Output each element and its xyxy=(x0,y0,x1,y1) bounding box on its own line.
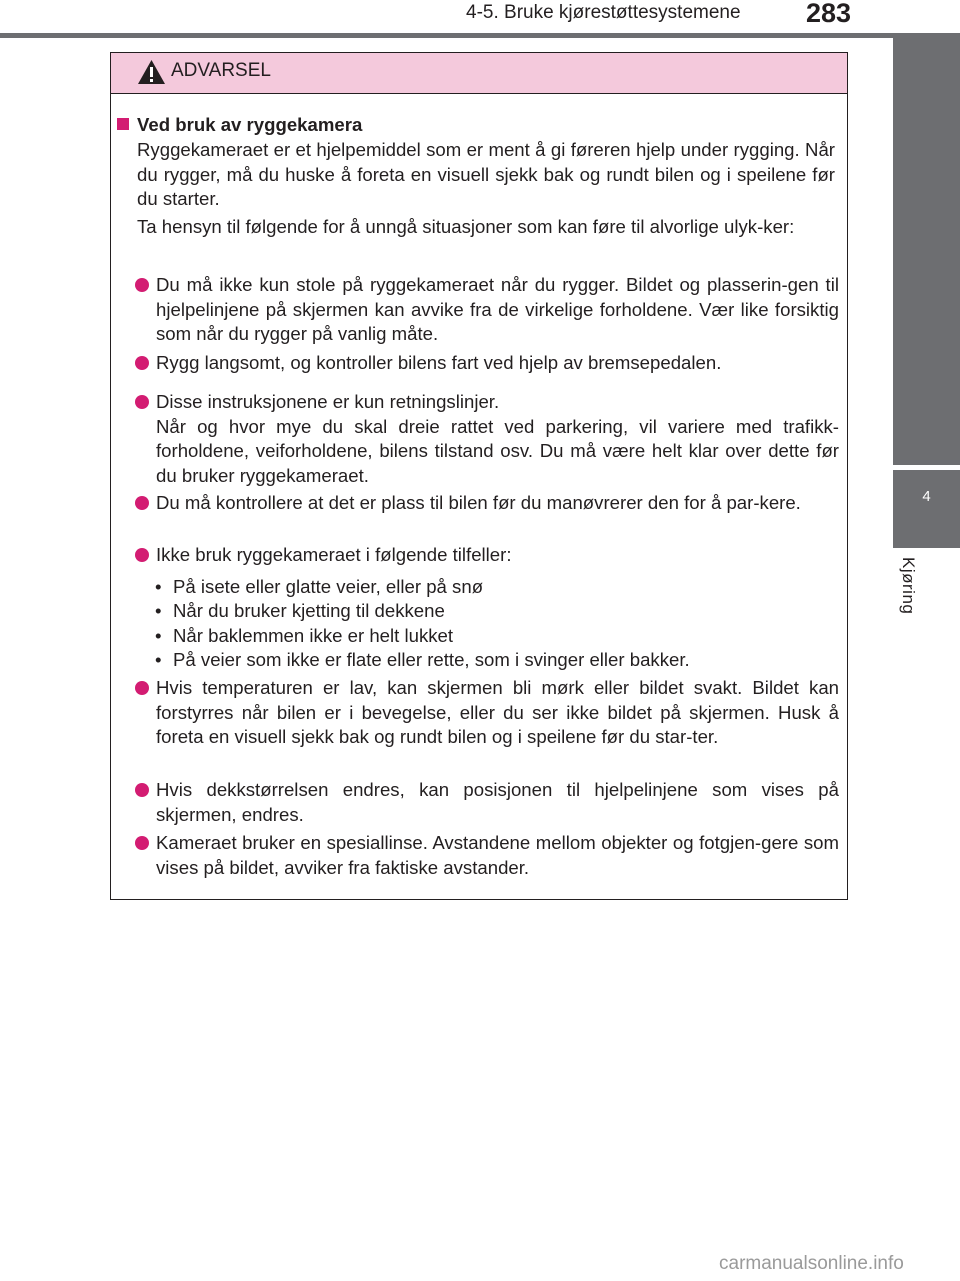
sub-list-item-text: Når baklemmen ikke er helt lukket xyxy=(173,625,454,646)
intro-paragraph-1: Ryggekameraet er et hjelpemiddel som er ment å gi føreren hjelp under rygging. Når du rygger, må du huske å foreta en visuell sjekk bak og rundt bilen og i speilene før du starter. xyxy=(137,139,835,210)
bullet-dot-icon xyxy=(135,681,149,695)
bullet-dot-icon xyxy=(135,356,149,370)
list-item-text: Du må ikke kun stole på ryggekameraet når du rygger. Bildet og plasserin-gen til hjelpelinjene på skjermen kan avvike fra de virkelige forholdene. Vær like forsiktig som når du rygger på vanlig måte. xyxy=(156,274,839,345)
warning-box xyxy=(110,52,848,900)
sub-list-item-text: På veier som ikke er flate eller rette, som i svinger eller bakker. xyxy=(173,649,690,670)
bullet-dot-icon xyxy=(135,548,149,562)
bullet-dot-icon xyxy=(135,496,149,510)
section-heading xyxy=(117,113,362,138)
warning-header xyxy=(111,53,847,94)
list-item-text: Ikke bruk ryggekameraet i følgende tilfeller: xyxy=(156,544,512,565)
section-title: 4-5. Bruke kjørestøttesystemene xyxy=(466,2,741,23)
sub-bullet-mark: • xyxy=(155,576,162,597)
section-heading-text: Ved bruk av ryggekamera xyxy=(137,114,363,135)
bullet-dot-icon xyxy=(135,836,149,850)
square-bullet-icon xyxy=(117,118,129,130)
list-item-continuation: Når og hvor mye du skal dreie rattet ved parkering, vil variere med trafikk-forholdene, veiforholdene, bilens tilstand osv. Du må være helt klar over dette før du bruker ryggekameraet. xyxy=(156,415,839,486)
list-item-text: Rygg langsomt, og kontroller bilens fart ved hjelp av bremsepedalen. xyxy=(156,352,722,373)
list-item-text: Disse instruksjonene er kun retningslinjer. xyxy=(156,391,500,412)
watermark: carmanualsonline.info xyxy=(719,1253,904,1274)
header-rule xyxy=(0,33,960,38)
warning-triangle-icon xyxy=(137,59,166,85)
bullet-dot-icon xyxy=(135,395,149,409)
list-item-text: Hvis temperaturen er lav, kan skjermen bli mørk eller bildet svakt. Bildet kan forstyrres når bilen er i bevegelse, eller du ser ikke bildet på skjermen. Husk å foreta en visuell sjekk bak og rundt bilen og i speilene før du star-ter. xyxy=(156,677,839,748)
side-tab-upper xyxy=(893,38,960,465)
page-number: 283 xyxy=(806,0,852,28)
bullet-dot-icon xyxy=(135,278,149,292)
list-item-text: Du må kontrollere at det er plass til bilen før du manøvrerer den for å par-kere. xyxy=(156,492,801,513)
chapter-name: Kjøring xyxy=(899,557,918,615)
list-item-text: Hvis dekkstørrelsen endres, kan posisjonen til hjelpelinjene som vises på skjermen, endres. xyxy=(156,779,839,825)
list-item-text: Kameraet bruker en spesiallinse. Avstandene mellom objekter og fotgjen-gere som vises på bildet, avviker fra faktiske avstander. xyxy=(156,832,839,878)
sub-bullet-mark: • xyxy=(155,625,162,646)
sub-list-item-text: Når du bruker kjetting til dekkene xyxy=(173,600,445,621)
bullet-dot-icon xyxy=(135,783,149,797)
side-tab-chapter xyxy=(893,470,960,548)
sub-list-item-text: På isete eller glatte veier, eller på snø xyxy=(173,576,484,597)
sub-bullet-mark: • xyxy=(155,649,162,670)
chapter-number: 4 xyxy=(922,488,931,505)
warning-label: ADVARSEL xyxy=(171,60,271,81)
sub-bullet-mark: • xyxy=(155,600,162,621)
intro-paragraph-2: Ta hensyn til følgende for å unngå situasjoner som kan føre til alvorlige ulyk-ker: xyxy=(137,216,795,237)
